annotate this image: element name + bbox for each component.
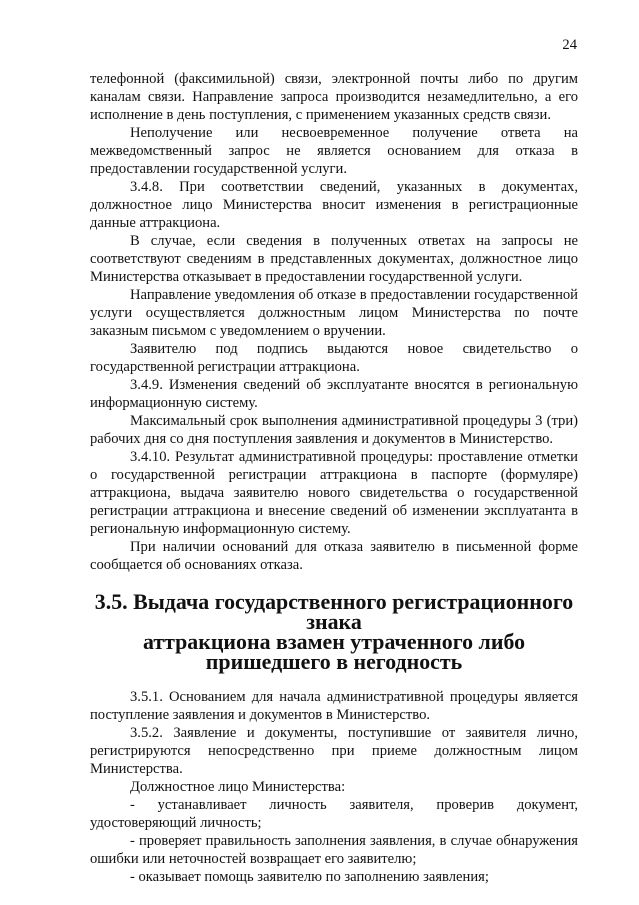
page-number: 24	[562, 37, 577, 53]
paragraph: 3.5.1. Основанием для начала административной процедуры является поступление заявления и документов в Министерство.	[90, 689, 578, 723]
paragraph: 3.4.8. При соответствии сведений, указанных в документах, должностное лицо Министерства вносит изменения в регистрационные данные аттракциона.	[90, 179, 578, 231]
paragraph: Максимальный срок выполнения административной процедуры 3 (три) рабочих дня со дня поступления заявления и документов в Министерство.	[90, 413, 578, 447]
paragraph: 3.4.10. Результат административной процедуры: проставление отметки о государственной регистрации аттракциона в паспорте (формуляре) аттракциона, выдача заявителю нового свидетельства о государственной регистрации аттракциона и внесение сведений об изменении эксплуатанта в региональную информационную систему.	[90, 449, 578, 537]
list-item: - устанавливает личность заявителя, проверив документ, удостоверяющий личность;	[90, 797, 578, 831]
paragraph: Должностное лицо Министерства:	[130, 779, 346, 795]
paragraph: телефонной (факсимильной) связи, электронной почты либо по другим каналам связи. Направление запроса производится незамедлительно, а его исполнение в день поступления, с применением указанных средств связи.	[90, 71, 578, 123]
section-heading-line: аттракциона взамен утраченного либо пришедшего в негодность	[142, 629, 526, 674]
document-body	[90, 70, 578, 886]
paragraph: 3.4.9. Изменения сведений об эксплуатанте вносятся в региональную информационную систему.	[90, 377, 578, 411]
paragraph: 3.5.2. Заявление и документы, поступившие от заявителя лично, регистрируются непосредственно при приеме должностным лицом Министерства.	[90, 725, 578, 777]
paragraphs-before	[90, 70, 578, 574]
paragraph: Направление уведомления об отказе в предоставлении государственной услуги осуществляется должностным лицом Министерства по почте заказным письмом с уведомлением о вручении.	[90, 287, 578, 339]
list-item: - оказывает помощь заявителю по заполнению заявления;	[130, 869, 489, 885]
section-heading	[90, 589, 578, 674]
paragraph: Неполучение или несвоевременное получение ответа на межведомственный запрос не является основанием для отказа в предоставлении государственной услуги.	[90, 125, 578, 177]
paragraphs-after	[90, 688, 578, 886]
paragraph: Заявителю под подпись выдаются новое свидетельство о государственной регистрации аттракциона.	[90, 341, 578, 375]
list-item: - проверяет правильность заполнения заявления, в случае обнаружения ошибки или неточностей возвращает его заявителю;	[90, 833, 578, 867]
section-heading-line: 3.5. Выдача государственного регистрационного знака	[94, 589, 574, 634]
paragraph: В случае, если сведения в полученных ответах на запросы не соответствуют сведениям в представленных документах, должностное лицо Министерства отказывает в предоставлении государственной услуги.	[90, 233, 578, 285]
paragraph: При наличии оснований для отказа заявителю в письменной форме сообщается об основаниях отказа.	[90, 539, 578, 573]
